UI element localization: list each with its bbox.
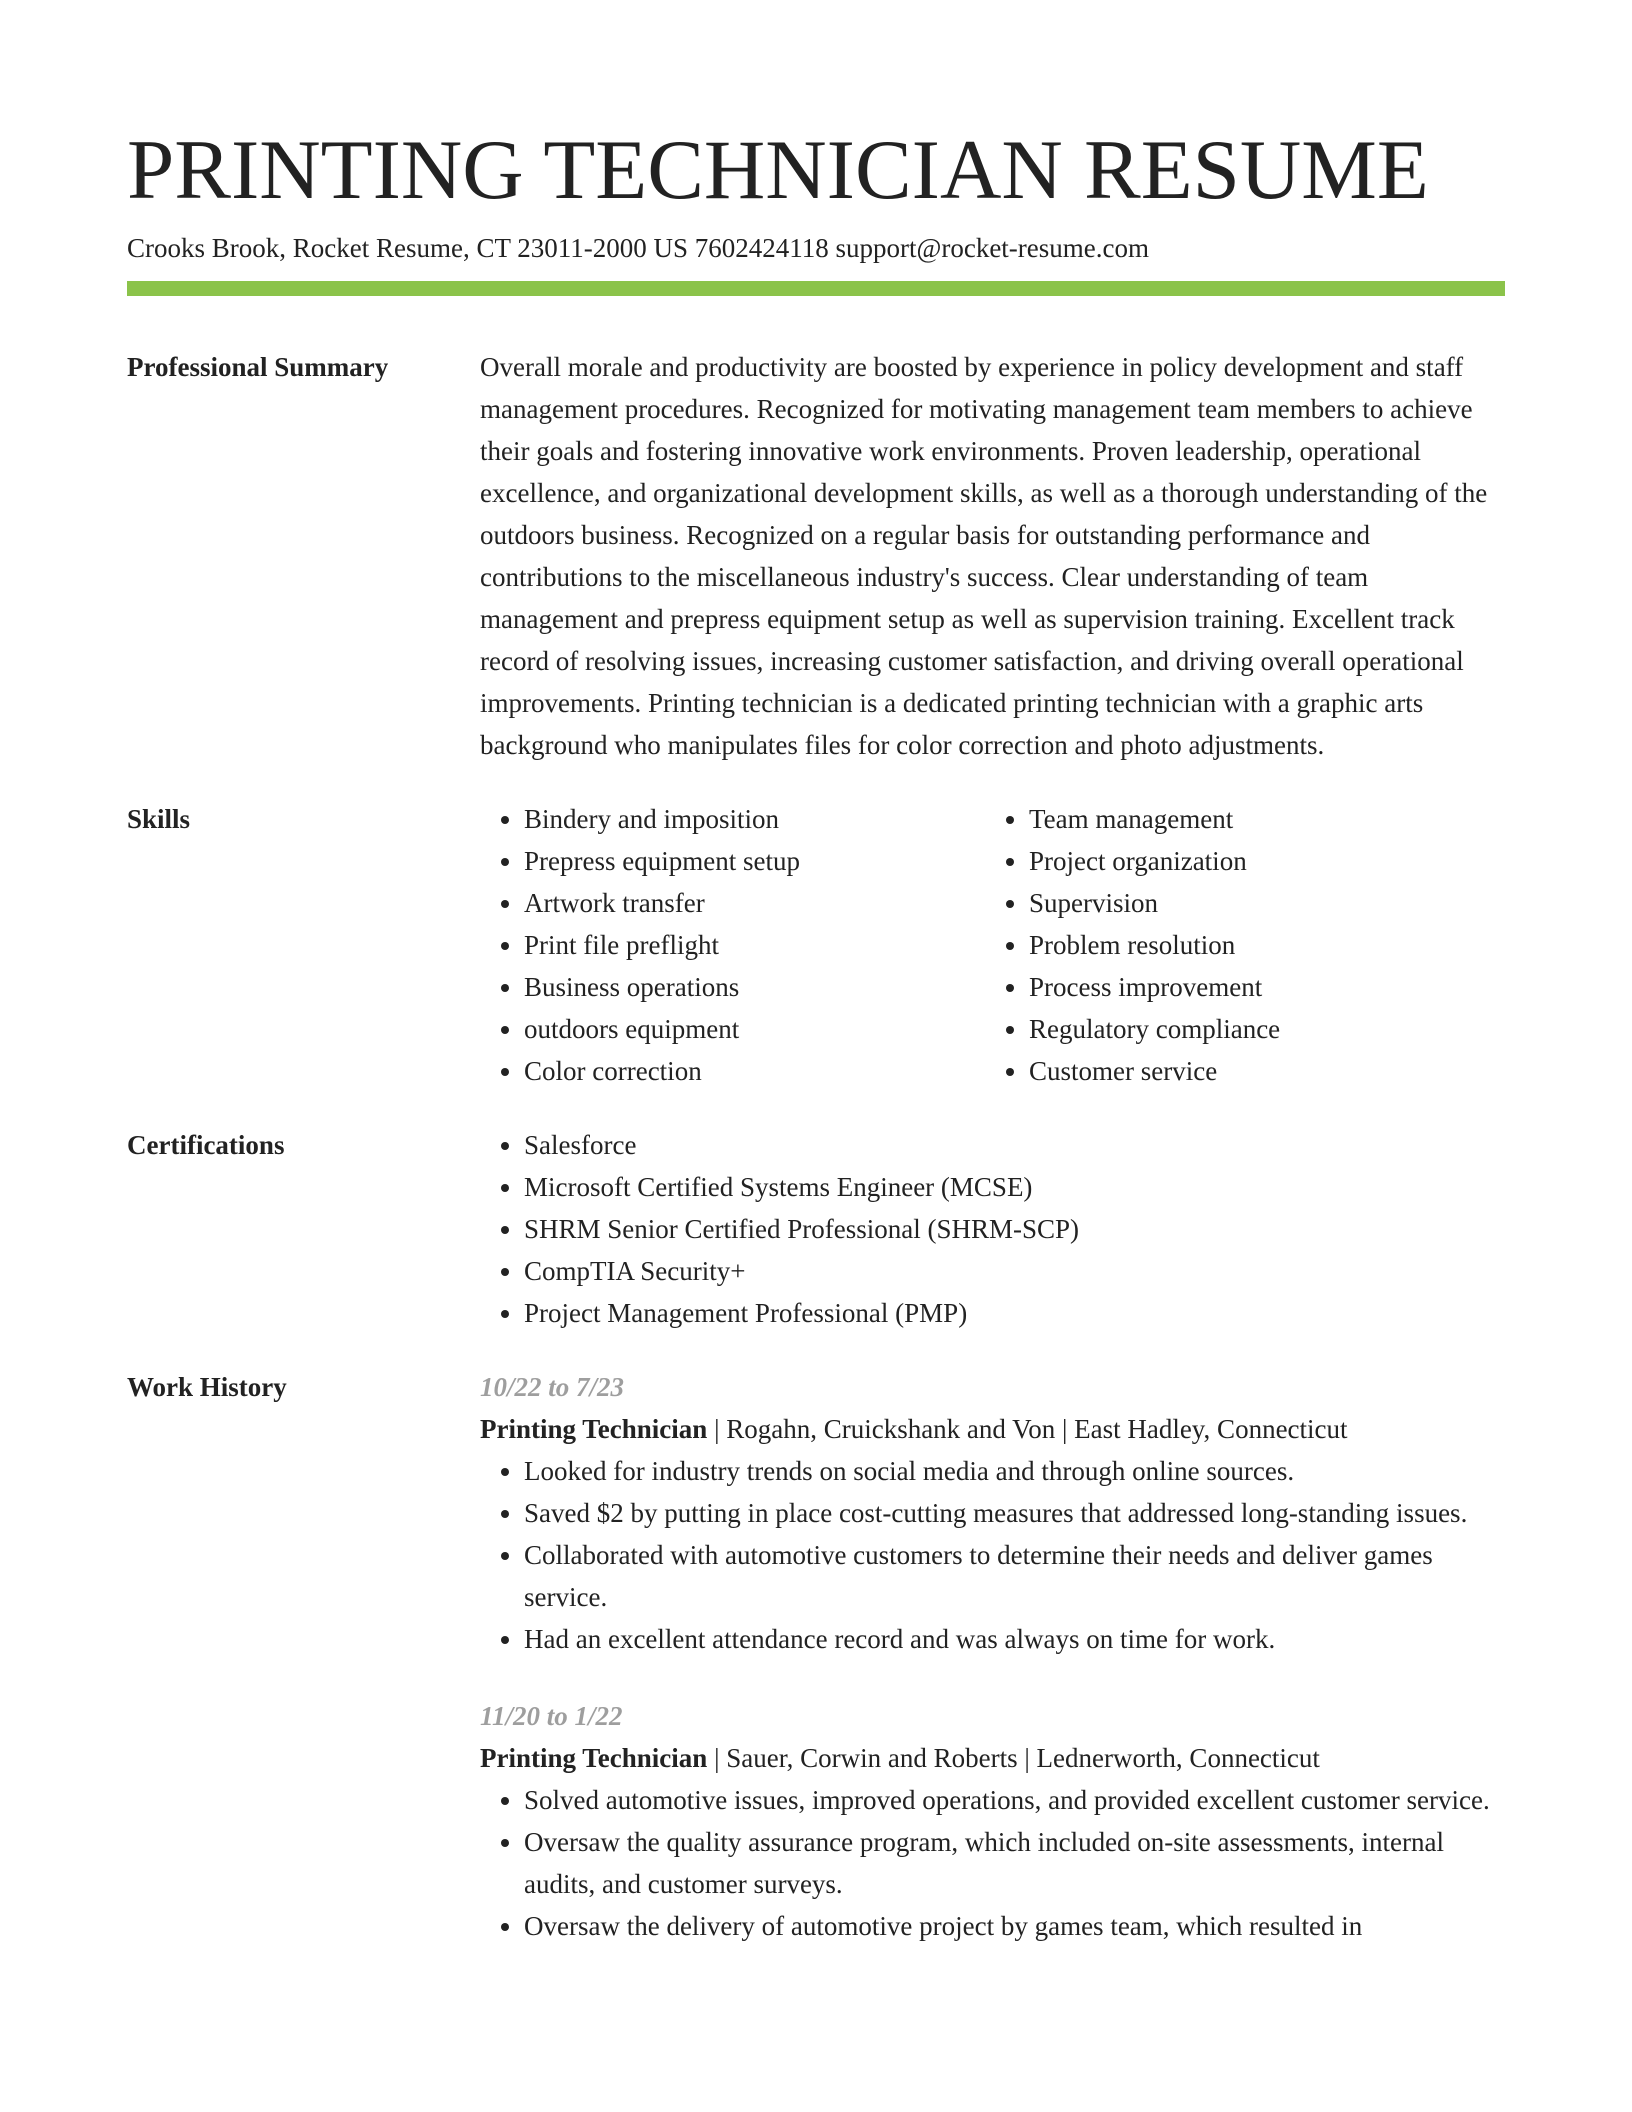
skill-item: • Color correction — [524, 1050, 985, 1092]
certification-item: • Project Management Professional (PMP) — [524, 1292, 1505, 1334]
skill-item: • outdoors equipment — [524, 1008, 985, 1050]
skill-item: • Print file preflight — [524, 924, 985, 966]
skills-section — [127, 798, 1505, 1092]
skills-heading: Skills — [127, 804, 191, 834]
skill-item: • Regulatory compliance — [1029, 1008, 1490, 1050]
job-entry — [480, 1695, 1505, 1947]
skill-item: • Prepress equipment setup — [524, 840, 985, 882]
summary-text: Overall morale and productivity are boosted by experience in policy development and staff management procedures. Recognized for motivating management team members to achieve their goals and fostering innovative work environments. Proven leadership, operational excellence, and organizational development skills, as well as a thorough understanding of the outdoors business. Recognized on a regular basis for outstanding performance and contributions to the miscellaneous industry's success. Clear understanding of team management and prepress equipment setup as well as supervision training. Excellent track record of resolving issues, increasing customer satisfaction, and driving overall operational improvements. Printing technician is a dedicated printing technician with a graphic arts background who manipulates files for color correction and photo adjustments. — [480, 352, 1488, 760]
summary-section — [127, 346, 1505, 766]
certifications-list — [480, 1124, 1505, 1334]
job-duties-list — [480, 1450, 1505, 1660]
job-duty-item: • Had an excellent attendance record and was always on time for work. — [524, 1618, 1505, 1660]
certification-item: • Microsoft Certified Systems Engineer (MCSE) — [524, 1166, 1505, 1208]
skill-item: • Problem resolution — [1029, 924, 1490, 966]
certification-item: • SHRM Senior Certified Professional (SHRM-SCP) — [524, 1208, 1505, 1250]
job-duty-item: • Collaborated with automotive customers to determine their needs and deliver games service. — [524, 1534, 1505, 1618]
skill-item: • Artwork transfer — [524, 882, 985, 924]
work-history-heading: Work History — [127, 1372, 287, 1402]
skill-item: • Project organization — [1029, 840, 1490, 882]
summary-heading: Professional Summary — [127, 352, 389, 382]
job-entry — [480, 1366, 1505, 1660]
job-duty-item: • Saved $2 by putting in place cost-cutting measures that addressed long-standing issues. — [524, 1492, 1505, 1534]
resume-page — [127, 0, 1505, 1947]
resume-title: PRINTING TECHNICIAN RESUME — [127, 123, 1429, 217]
skill-item: • Supervision — [1029, 882, 1490, 924]
job-employer-location: | Sauer, Corwin and Roberts | Lednerworth, Connecticut — [707, 1743, 1320, 1773]
skills-list-right — [985, 798, 1490, 1092]
job-duties-list — [480, 1779, 1505, 1947]
skill-item: • Bindery and imposition — [524, 798, 985, 840]
job-heading-line — [480, 1408, 1505, 1450]
skill-item: • Customer service — [1029, 1050, 1490, 1092]
skill-item: • Team management — [1029, 798, 1490, 840]
certifications-heading: Certifications — [127, 1130, 285, 1160]
job-dates: 10/22 to 7/23 — [480, 1372, 625, 1402]
job-dates: 11/20 to 1/22 — [480, 1701, 623, 1731]
skills-list-left — [480, 798, 985, 1092]
job-duty-item: • Solved automotive issues, improved operations, and provided excellent customer service. — [524, 1779, 1505, 1821]
certification-item: • Salesforce — [524, 1124, 1505, 1166]
certifications-section — [127, 1124, 1505, 1334]
job-title: Printing Technician — [480, 1743, 708, 1773]
work-history-section — [127, 1366, 1505, 1947]
skill-item: • Business operations — [524, 966, 985, 1008]
job-employer-location: | Rogahn, Cruickshank and Von | East Hadley, Connecticut — [707, 1414, 1348, 1444]
job-duty-item: • Oversaw the delivery of automotive project by games team, which resulted in — [524, 1905, 1505, 1947]
job-duty-item: • Looked for industry trends on social media and through online sources. — [524, 1450, 1505, 1492]
contact-info: Crooks Brook, Rocket Resume, CT 23011-2000 US 7602424118 support@rocket-resume.com — [127, 233, 1150, 263]
certification-item: • CompTIA Security+ — [524, 1250, 1505, 1292]
accent-divider — [127, 281, 1505, 296]
job-duty-item: • Oversaw the quality assurance program, which included on-site assessments, internal audits, and customer surveys. — [524, 1821, 1505, 1905]
job-title: Printing Technician — [480, 1414, 708, 1444]
job-heading-line — [480, 1737, 1505, 1779]
skill-item: • Process improvement — [1029, 966, 1490, 1008]
